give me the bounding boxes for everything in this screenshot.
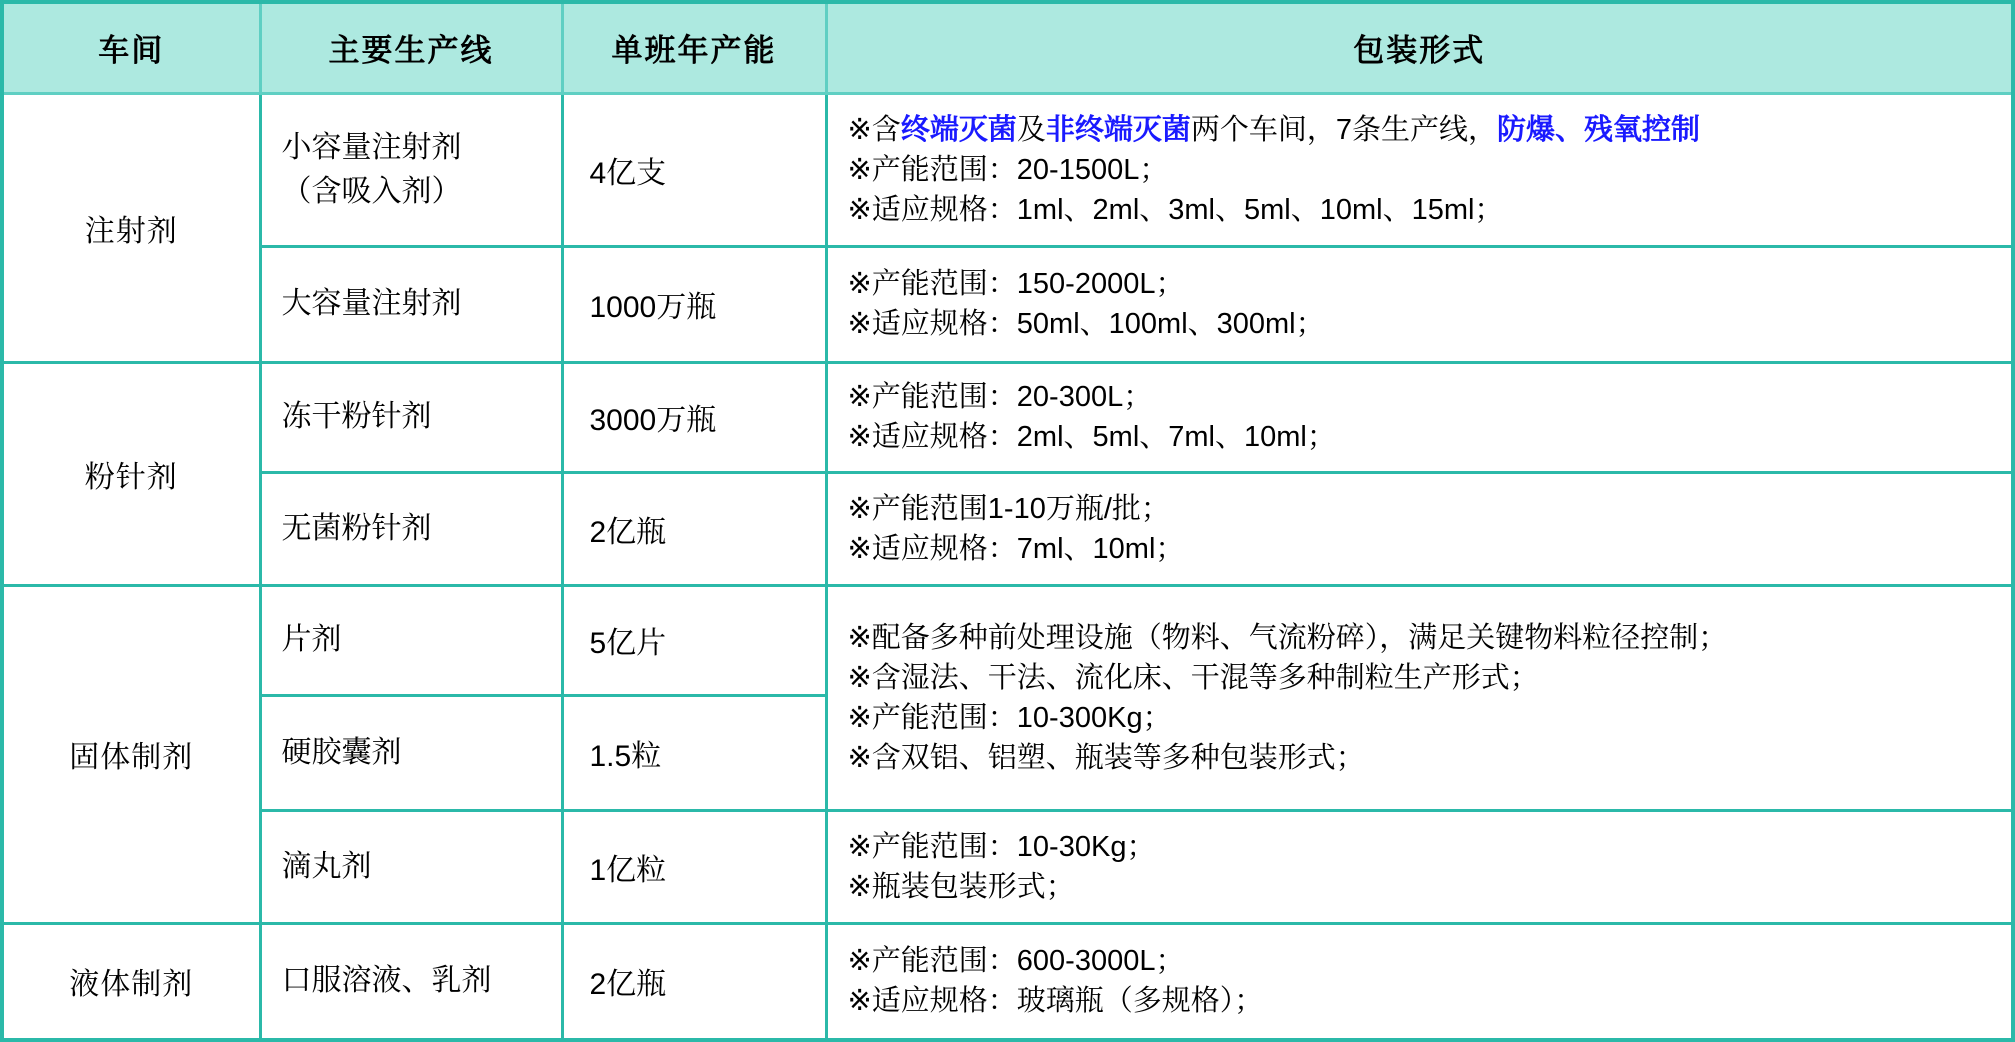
packaging-line xyxy=(848,110,2002,150)
text-segment: ※含 xyxy=(847,113,901,146)
packaging-line: ※含双铝、铝塑、瓶装等多种包装形式； xyxy=(847,742,1365,775)
packaging-line: ※配备多种前处理设施（物料、气流粉碎），满足关键物料粒径控制； xyxy=(847,622,1728,655)
header-capacity: 单班年产能 xyxy=(562,2,826,93)
packaging-line: ※适应规格：1ml、2ml、3ml、5ml、10ml、15ml； xyxy=(847,193,1504,226)
cell-capacity-large-volume: 1000万瓶 xyxy=(562,247,826,362)
cell-line-large-volume-injection: 大容量注射剂 xyxy=(260,247,562,362)
cell-packaging-large-volume xyxy=(826,247,2013,362)
cell-line-hard-capsule: 硬胶囊剂 xyxy=(260,696,562,811)
table-row xyxy=(2,362,2013,472)
cell-packaging-dropping-pill xyxy=(826,811,2013,923)
table-row xyxy=(2,247,2013,362)
packaging-line: ※产能范围：600-3000L； xyxy=(847,945,1185,978)
table-row xyxy=(2,585,2013,695)
header-row xyxy=(2,2,2013,93)
table-row xyxy=(2,93,2013,247)
packaging-line: ※瓶装包装形式； xyxy=(847,871,1075,904)
highlight-segment: 非终端灭菌 xyxy=(1045,113,1191,146)
line-text: 小容量注射剂 xyxy=(281,130,462,164)
packaging-line: ※产能范围1-10万瓶/批； xyxy=(847,492,1170,525)
packaging-line: ※适应规格：2ml、5ml、7ml、10ml； xyxy=(847,421,1336,454)
cell-capacity-sterile-powder: 2亿瓶 xyxy=(562,473,826,585)
table-row xyxy=(2,811,2013,923)
packaging-line: ※适应规格：7ml、10ml； xyxy=(847,532,1185,565)
table-row xyxy=(2,473,2013,585)
cell-workshop-solid-preparation: 固体制剂 xyxy=(2,585,260,923)
packaging-line: ※产能范围：20-300L； xyxy=(847,381,1153,414)
cell-packaging-freeze-dried xyxy=(826,362,2013,472)
packaging-line: ※产能范围：20-1500L； xyxy=(847,153,1169,186)
cell-capacity-tablet: 5亿片 xyxy=(562,585,826,695)
cell-packaging-tablet-capsule xyxy=(826,585,2013,811)
cell-workshop-injection: 注射剂 xyxy=(2,93,260,362)
highlight-segment: 终端灭菌 xyxy=(900,113,1017,146)
header-workshop: 车间 xyxy=(2,2,260,93)
text-segment: 及 xyxy=(1016,113,1046,146)
cell-packaging-small-volume xyxy=(826,93,2013,247)
cell-line-freeze-dried-powder: 冻干粉针剂 xyxy=(260,362,562,472)
cell-workshop-powder-injection: 粉针剂 xyxy=(2,362,260,585)
table-row xyxy=(2,923,2013,1040)
text-segment: 两个车间，7条生产线， xyxy=(1190,113,1497,146)
packaging-line: ※产能范围：10-300Kg； xyxy=(847,702,1172,735)
cell-line-dropping-pill: 滴丸剂 xyxy=(260,811,562,923)
line-text: （含吸入剂） xyxy=(281,174,462,208)
cell-capacity-dropping-pill: 1亿粒 xyxy=(562,811,826,923)
cell-line-oral-solution: 口服溶液、乳剂 xyxy=(260,923,562,1040)
cell-line-small-volume-injection xyxy=(260,93,562,247)
packaging-line: ※适应规格：50ml、100ml、300ml； xyxy=(847,308,1325,341)
packaging-line: ※产能范围：150-2000L； xyxy=(847,268,1185,301)
cell-workshop-liquid-preparation: 液体制剂 xyxy=(2,923,260,1040)
cell-capacity-freeze-dried: 3000万瓶 xyxy=(562,362,826,472)
cell-packaging-oral-solution xyxy=(826,923,2013,1040)
packaging-line: ※含湿法、干法、流化床、干混等多种制粒生产形式； xyxy=(847,662,1539,695)
cell-capacity-oral-solution: 2亿瓶 xyxy=(562,923,826,1040)
header-production-line: 主要生产线 xyxy=(260,2,562,93)
cell-capacity-small-volume: 4亿支 xyxy=(562,93,826,247)
packaging-line: ※产能范围：10-30Kg； xyxy=(847,831,1156,864)
header-packaging: 包装形式 xyxy=(826,2,2013,93)
cell-capacity-hard-capsule: 1.5粒 xyxy=(562,696,826,811)
highlight-segment: 防爆、残氧控制 xyxy=(1497,113,1701,146)
cell-packaging-sterile-powder xyxy=(826,473,2013,585)
packaging-line: ※适应规格：玻璃瓶（多规格）； xyxy=(847,985,1264,1018)
cell-line-sterile-powder: 无菌粉针剂 xyxy=(260,473,562,585)
cell-line-tablet: 片剂 xyxy=(260,585,562,695)
